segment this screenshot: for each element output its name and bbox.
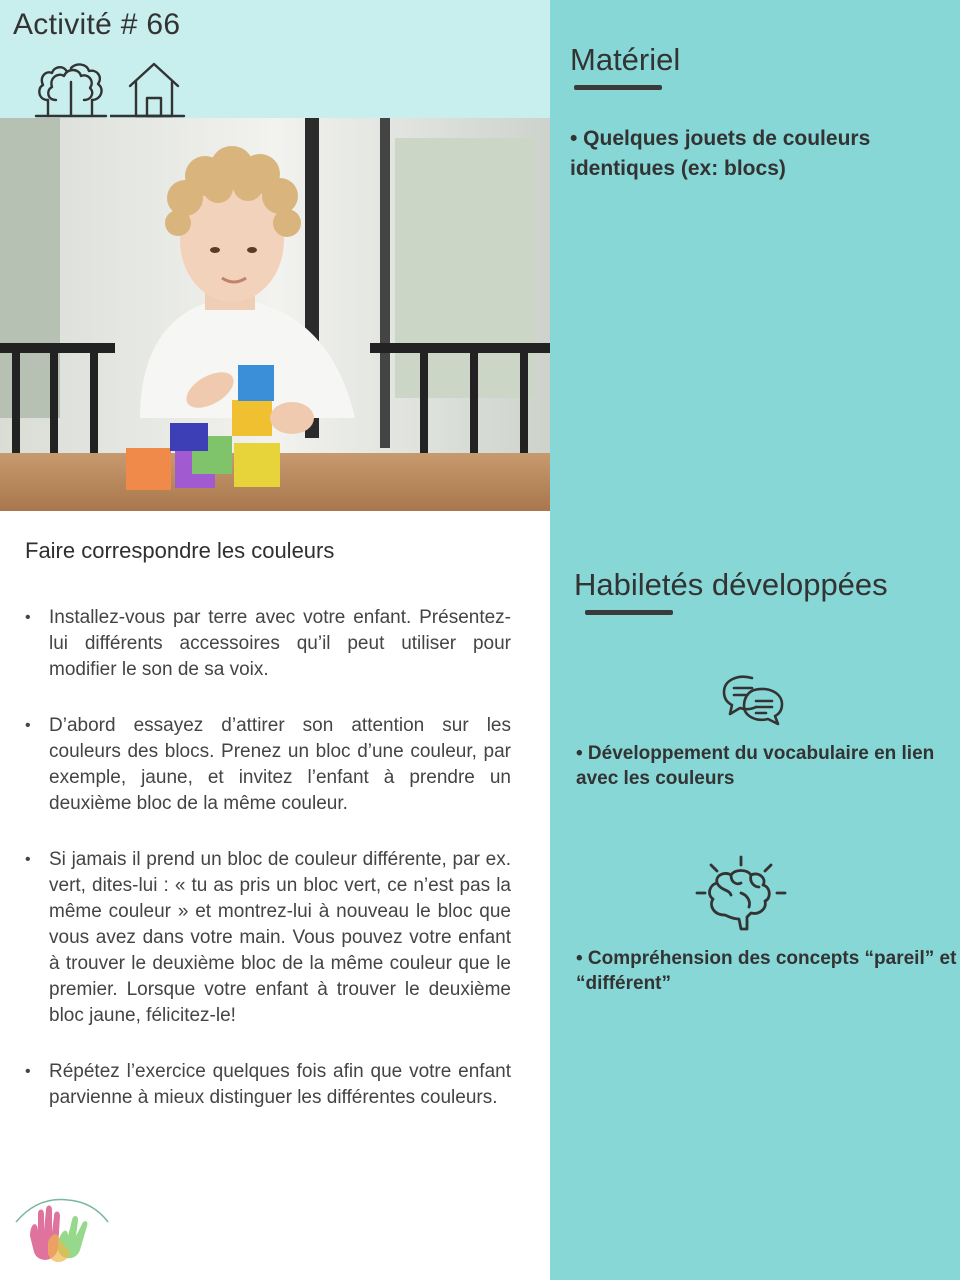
side-panel	[550, 0, 960, 1280]
activity-photo	[0, 118, 550, 511]
activity-title: Faire correspondre les couleurs	[25, 538, 335, 563]
list-item: • Répétez l’exercice quelques fois afin que votre enfant parvienne à mieux distinguer les différentes couleurs.	[25, 1059, 511, 1111]
logo-hands-icon	[8, 1192, 118, 1272]
title-underline	[585, 610, 673, 615]
house-icon	[110, 60, 186, 118]
page-title: Activité # 66	[13, 8, 181, 41]
activity-steps	[25, 605, 511, 1141]
habilete-item: • Compréhension des concepts “pareil” et “différent”	[576, 948, 957, 994]
list-item: • D’abord essayez d’attirer son attention sur les couleurs des blocs. Prenez un bloc d’une couleur, par exemple, jaune, et invitez l’enfant à prendre un deuxième bloc de la même couleur.	[25, 713, 511, 817]
title-underline	[574, 85, 662, 90]
habilete-item: • Développement du vocabulaire en lien avec les couleurs	[576, 743, 935, 789]
materiel-item: • Quelques jouets de couleurs identiques (ex: blocs)	[570, 127, 871, 180]
list-item: • Installez-vous par terre avec votre enfant. Présentez-lui différents accessoires qu’il peut utiliser pour modifier le son de sa voix.	[25, 605, 511, 683]
header-banner	[0, 0, 550, 118]
speech-bubbles-icon	[720, 672, 786, 728]
materiel-title: Matériel	[570, 42, 681, 77]
tree-icon	[34, 60, 108, 118]
list-item: • Si jamais il prend un bloc de couleur différente, par ex. vert, dites-lui : « tu as pris un bloc vert, ce n’est pas la même couleur » et montrez-lui à nouveau le bloc que vous avez dans votre main. Vous pouvez votre enfant à trouver le deuxième bloc de la même couleur que le premier. Lorsque votre enfant à trouver le deuxième bloc jaune, félicitez-le!	[25, 847, 511, 1029]
brain-icon	[695, 853, 787, 935]
habiletes-title: Habiletés développées	[574, 567, 888, 602]
